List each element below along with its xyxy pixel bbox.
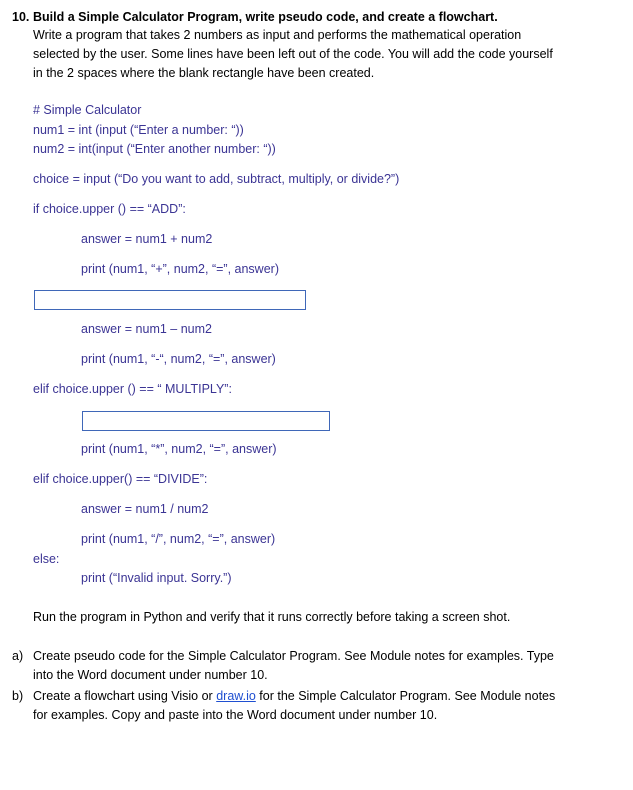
run-instruction: Run the program in Python and verify that it runs correctly before taking a screen shot. bbox=[33, 610, 511, 624]
item-b-line-2: for examples. Copy and paste into the Word document under number 10. bbox=[33, 708, 438, 722]
blank-code-box-2[interactable] bbox=[82, 411, 330, 431]
code-choice: choice = input (“Do you want to add, subtract, multiply, or divide?”) bbox=[33, 172, 400, 186]
item-b-text-post: for the Simple Calculator Program. See Module notes bbox=[255, 689, 556, 703]
code-add-print: print (num1, “+”, num2, “=”, answer) bbox=[81, 262, 279, 276]
code-sub-print: print (num1, “-“, num2, “=”, answer) bbox=[81, 352, 276, 366]
code-else: else: bbox=[33, 552, 60, 566]
code-elif-multiply: elif choice.upper () == “ MULTIPLY”: bbox=[33, 382, 232, 396]
code-else-print: print (“Invalid input. Sorry.”) bbox=[81, 571, 232, 585]
item-b-label: b) bbox=[12, 689, 24, 703]
question-number: 10. bbox=[12, 10, 30, 24]
code-add-answer: answer = num1 + num2 bbox=[81, 232, 213, 246]
code-if-add: if choice.upper () == “ADD”: bbox=[33, 202, 186, 216]
item-a-label: a) bbox=[12, 649, 24, 663]
code-sub-answer: answer = num1 – num2 bbox=[81, 322, 212, 336]
item-b-line-1 bbox=[33, 689, 555, 703]
blank-code-box-1[interactable] bbox=[34, 290, 306, 310]
code-elif-divide: elif choice.upper() == “DIVIDE”: bbox=[33, 472, 208, 486]
code-div-print: print (num1, “/”, num2, “=”, answer) bbox=[81, 532, 276, 546]
code-comment: # Simple Calculator bbox=[33, 103, 142, 117]
code-num1: num1 = int (input (“Enter a number: “)) bbox=[33, 123, 244, 137]
item-a-line-1: Create pseudo code for the Simple Calculator Program. See Module notes for examples. Type bbox=[33, 649, 554, 663]
intro-line-1: Write a program that takes 2 numbers as input and performs the mathematical operation bbox=[33, 28, 522, 42]
code-mul-print: print (num1, “*”, num2, “=”, answer) bbox=[81, 442, 277, 456]
item-a-line-2: into the Word document under number 10. bbox=[33, 668, 268, 682]
intro-line-2: selected by the user. Some lines have been left out of the code. You will add the code yourself bbox=[33, 47, 553, 61]
drawio-link[interactable]: draw.io bbox=[216, 689, 256, 703]
question-title: Build a Simple Calculator Program, write pseudo code, and create a flowchart. bbox=[33, 10, 498, 24]
code-div-answer: answer = num1 / num2 bbox=[81, 502, 209, 516]
code-num2: num2 = int(input (“Enter another number: “)) bbox=[33, 142, 276, 156]
intro-line-3: in the 2 spaces where the blank rectangle have been created. bbox=[33, 66, 375, 80]
item-b-text-pre: Create a flowchart using Visio or bbox=[33, 689, 217, 703]
